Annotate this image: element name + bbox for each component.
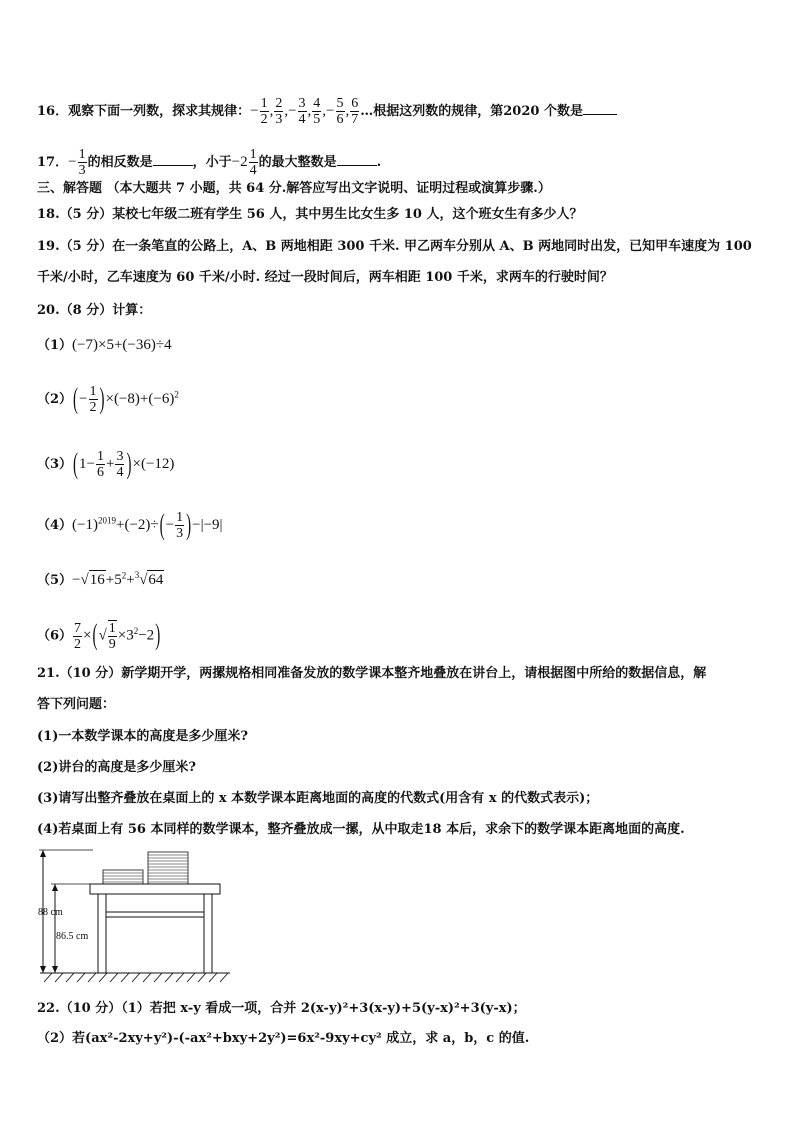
- q16-text-b: …根据这列数的规律，第2020 个数是: [360, 104, 583, 119]
- q16-term-2: $\frac{2}{3}$: [275, 96, 283, 127]
- question-19-line-1: 19.（5 分）在一条笔直的公路上，A、B 两地相距 300 千米. 甲乙两车分别从 A、B 两地同时出发，已知甲车速度为 100: [37, 239, 752, 254]
- question-21-line-2: 答下列问题：: [37, 697, 116, 712]
- q17-fraction-2: $\frac{1}{4}$: [249, 147, 257, 178]
- fig-label-86-5: 86.5 cm: [56, 931, 89, 942]
- section-3-heading: 三、解答题 （本大题共 7 小题，共 64 分.解答应写出文字说明、证明过程或演算步骤.）: [37, 181, 551, 196]
- question-22-line-1: 22.（10 分）（1）若把 x-y 看成一项，合并 2(x-y)²+3(x-y)+5(y-x)²+3(y-x)；: [37, 1001, 526, 1016]
- q17-text-c: 的最大整数是: [258, 155, 337, 170]
- q16-term-1: $\frac{1}{2}$: [260, 96, 268, 127]
- q17-text-b: ，小于: [192, 155, 232, 170]
- q20-expr-4: $(4)(-1)^{2019}+(-2)\div(-$ $\frac{1}{3}$ )−|−9|: [37, 509, 223, 542]
- question-18: 18.（5 分）某校七年级二班有学生 56 人，其中男生比女生多 10 人，这个班女生有多少人？: [37, 207, 583, 222]
- q20-expr-1: （1）(−7)×5+(−36)÷4: [37, 337, 172, 353]
- q20-expr-6: （6） $\frac{7}{2}$ ×(√ $\frac{1}{9}$ $\times 3^2-2$): [37, 620, 161, 652]
- question-19-line-2: 千米/小时，乙车速度为 60 千米/小时. 经过一段时间后，两车相距 100 千米，求两车的行驶时间？: [37, 270, 613, 285]
- q20-expr-3: （3）(1− $\frac{1}{6}$ + $\frac{3}{4}$ )×(−12): [37, 448, 175, 481]
- question-17: 17．− $\frac{1}{3}$ 的相反数是 ，小于−2 $\frac{1}{4}$ 的最大整数是 .: [37, 147, 382, 178]
- question-21-part-2: (2)讲台的高度是多少厘米?: [37, 760, 196, 775]
- q20-expr-2: （2）(− $\frac{1}{2}$ )$\times(-8)+(-6)^2$: [37, 383, 179, 416]
- question-21-line-1: 21.（10 分）新学期开学，两摞规格相同准备发放的数学课本整齐地叠放在讲台上，请根据图中所给的数据信息，解: [37, 666, 707, 681]
- q16-sequence: − $\frac{1}{2}$ , $\frac{2}{3}$ ,− $\frac{3}{4}$ , $\frac{4}{5}$ ,− $\frac{5}{6}$ , $\frac{6}{7}$: [250, 96, 359, 127]
- q16-text-a: 16．观察下面一列数，探求其规律：: [37, 104, 251, 119]
- q16-answer-blank[interactable]: [583, 102, 617, 115]
- q16-term-4: $\frac{4}{5}$: [313, 96, 321, 127]
- q17-blank-1[interactable]: [153, 153, 193, 166]
- q16-term-5: $\frac{5}{6}$: [336, 96, 344, 127]
- question-16: [37, 96, 617, 127]
- q17-mixed-whole: 2: [240, 154, 248, 170]
- q17-blank-2[interactable]: [337, 153, 377, 166]
- q16-term-3: $\frac{3}{4}$: [298, 96, 306, 127]
- question-21-part-3: (3)请写出整齐叠放在桌面上的 x 本数学课本距离地面的高度的代数式(用含有 x 的代数式表示)；: [37, 791, 599, 806]
- q17-text-a: 的相反数是: [87, 155, 153, 170]
- desk-books-figure: [38, 848, 234, 990]
- question-21-part-4: (4)若桌面上有 56 本同样的数学课本，整齐叠放成一摞，从中取走18 本后，求余下的数学课本距离地面的高度.: [37, 822, 685, 837]
- q17-fraction-1: $\frac{1}{3}$: [78, 147, 86, 178]
- question-21-part-1: (1)一本数学课本的高度是多少厘米?: [37, 729, 248, 744]
- q20-expr-5: $(5)-√16+5^2+^3√64$: [37, 570, 164, 588]
- fig-label-88: 88 cm: [38, 907, 63, 918]
- question-22-line-2: （2）若(ax²-2xy+y²)-(-ax²+bxy+2y²)=6x²-9xy+cy² 成立，求 a，b，c 的值.: [37, 1031, 530, 1046]
- q16-term-6: $\frac{6}{7}$: [351, 96, 359, 127]
- question-20-title: 20.（8 分）计算：: [37, 303, 152, 318]
